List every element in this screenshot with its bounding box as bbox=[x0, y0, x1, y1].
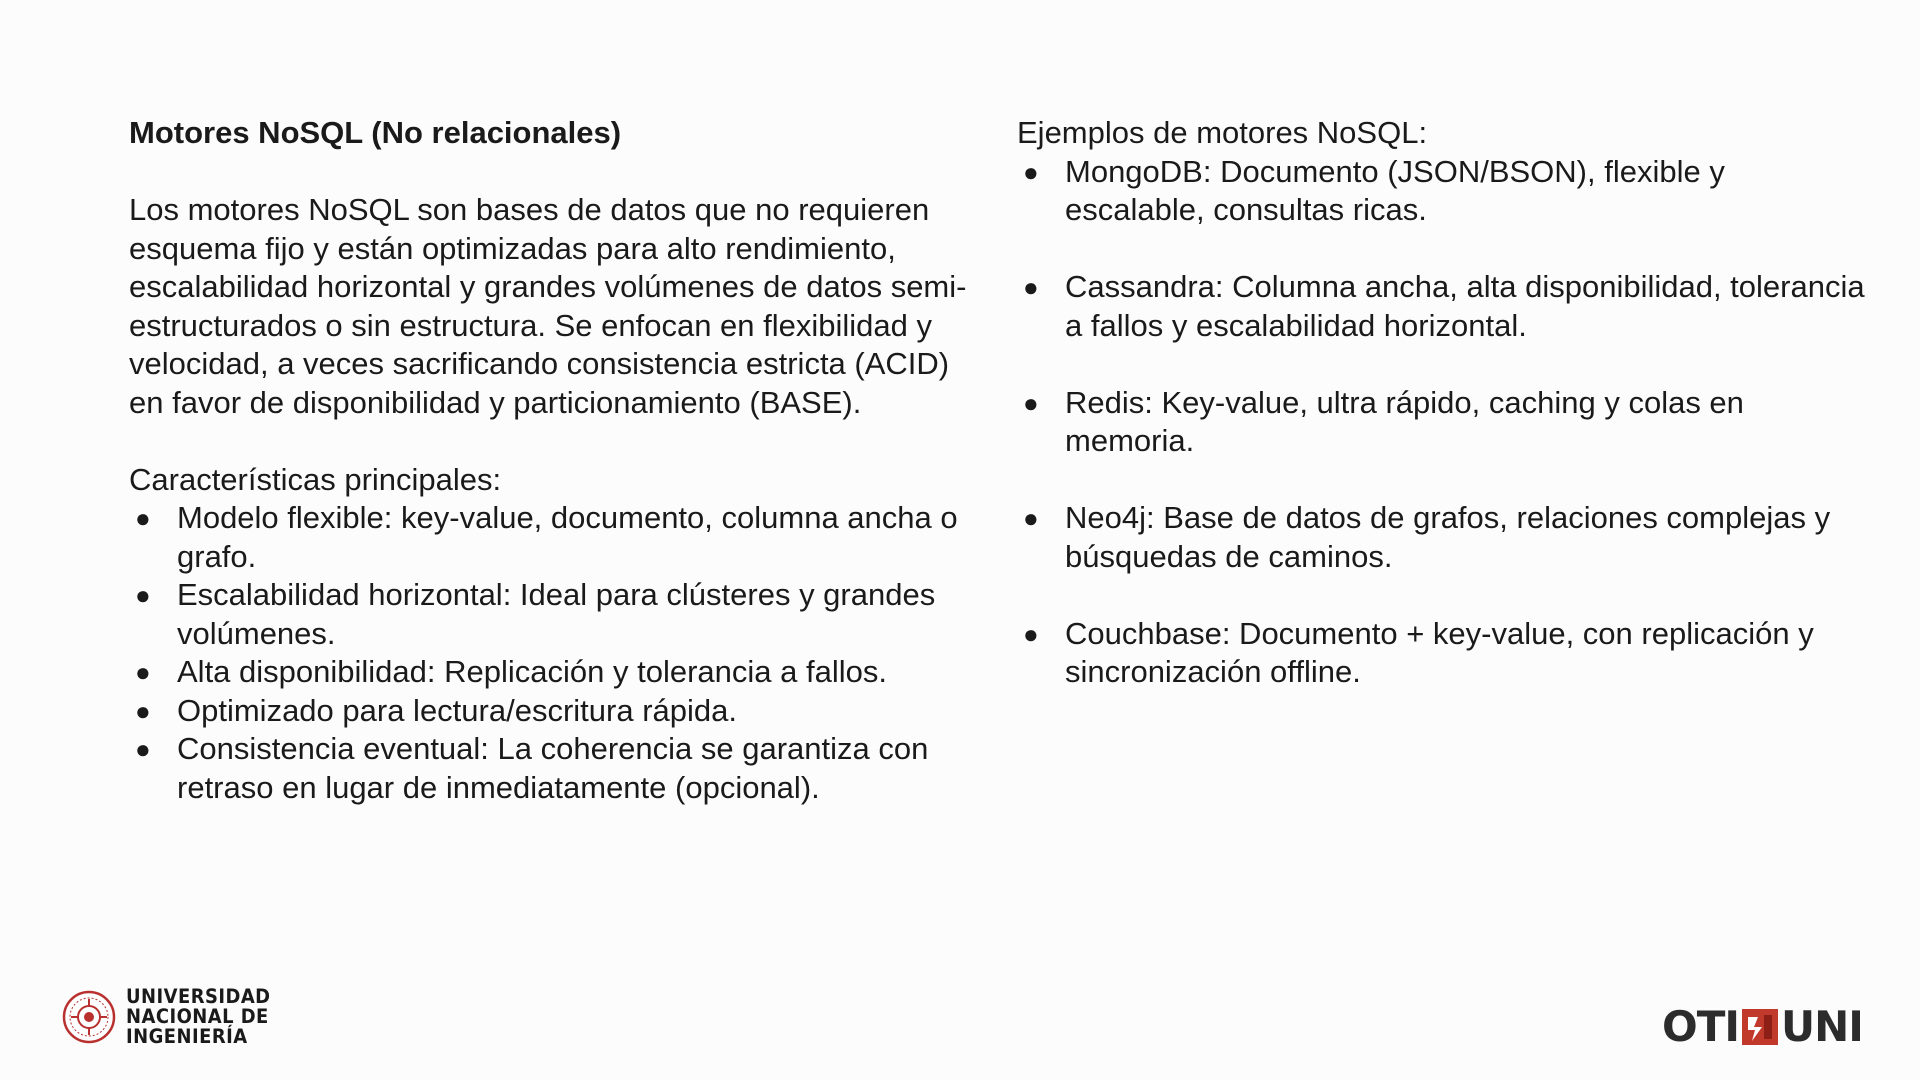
bullet-icon: ● bbox=[1023, 156, 1039, 187]
bullet-icon: ● bbox=[135, 734, 151, 764]
examples-list bbox=[1017, 153, 1867, 692]
bullet-icon: ● bbox=[1023, 618, 1039, 649]
bullet-icon: ● bbox=[1023, 387, 1039, 418]
features-heading: Características principales: bbox=[129, 461, 502, 497]
bullet-icon: ● bbox=[135, 580, 151, 610]
example-item: ● Couchbase: Documento + key-value, con replicación y sincronización offline. bbox=[1023, 615, 1814, 689]
bullet-icon: ● bbox=[1023, 272, 1039, 302]
feature-item: ● Escalabilidad horizontal: Ideal para clústeres y grandes volúmenes. bbox=[135, 577, 936, 651]
examples-heading: Ejemplos de motores NoSQL: bbox=[1017, 115, 1428, 150]
feature-item: ● Alta disponibilidad: Replicación y tolerancia a fallos. bbox=[129, 653, 979, 692]
feature-item: ● Modelo flexible: key-value, documento, columna ancha o grafo. bbox=[135, 500, 958, 574]
bullet-icon: ● bbox=[135, 695, 151, 726]
example-item: ● Cassandra: Columna ancha, alta disponibilidad, tolerancia a fallos y escalabilidad horizontal. bbox=[1023, 269, 1865, 343]
oti-text: OTI bbox=[1662, 1002, 1739, 1051]
bullet-icon: ● bbox=[135, 657, 151, 687]
intro-paragraph: Los motores NoSQL son bases de datos que no requieren esquema fijo y están optimizadas para alto rendimiento, escalabilidad horizontal y grandes volúmenes de datos semi-estructurados o sin estructura. Se enfocan en flexibilidad y velocidad, a veces sacrificando consistencia estricta (ACID) en favor de disponibilidad y particionamiento (BASE). bbox=[129, 192, 967, 420]
features-list bbox=[129, 499, 979, 807]
right-column bbox=[1017, 114, 1867, 692]
oti-mark-icon bbox=[1742, 1007, 1778, 1047]
bullet-icon: ● bbox=[135, 503, 151, 533]
feature-item: ● Consistencia eventual: La coherencia se garantiza con retraso en lugar de inmediatamente (opcional). bbox=[135, 731, 929, 805]
university-logo bbox=[62, 985, 283, 1049]
example-item: ● MongoDB: Documento (JSON/BSON), flexible y escalable, consultas ricas. bbox=[1023, 153, 1725, 227]
university-name: UNIVERSIDAD NACIONAL DE INGENIERÍA bbox=[126, 985, 271, 1048]
slide-title: Motores NoSQL (No relacionales) bbox=[129, 115, 622, 150]
oti-uni-logo bbox=[1662, 1002, 1863, 1051]
bullet-icon: ● bbox=[1023, 503, 1039, 533]
university-seal-icon bbox=[62, 985, 116, 1049]
left-column bbox=[129, 114, 979, 807]
uni-text: UNI bbox=[1780, 1002, 1863, 1051]
feature-item: ● Optimizado para lectura/escritura rápida. bbox=[129, 692, 979, 731]
example-item: ● Neo4j: Base de datos de grafos, relaciones complejas y búsquedas de caminos. bbox=[1023, 500, 1831, 574]
example-item: ● Redis: Key-value, ultra rápido, caching y colas en memoria. bbox=[1023, 384, 1744, 458]
